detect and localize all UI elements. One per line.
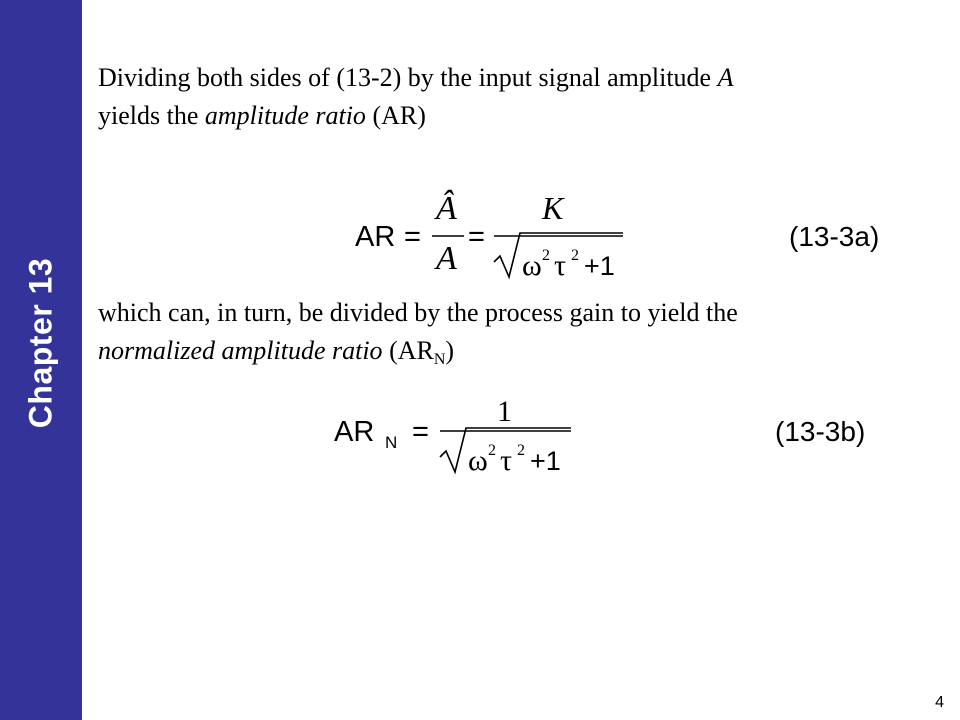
eq1-omega-exp: 2 [542,247,550,264]
page-number: 4 [935,694,944,711]
eq1-plus-one: +1 [584,251,615,281]
ar-subscript: N [433,351,446,368]
paragraph-normalized-text-2: (AR [382,336,434,365]
eq2-tau-exp: 2 [517,442,525,459]
eq1-number: (13-3a) [789,221,880,252]
eq1-tau-exp: 2 [571,247,579,264]
eq2-lhs: AR [334,416,375,448]
eq1-numerator-a-hat: Â [436,190,457,227]
eq1-tau: τ [554,249,567,282]
paragraph-intro-text-2: yields the [98,101,205,130]
paragraph-intro-text-3: (AR) [365,101,426,130]
eq1-denominator-a: A [436,240,457,277]
chapter-label: Chapter 13 [22,257,59,429]
eq2-lhs-subscript: N [385,433,398,452]
eq1-equals: = [404,221,421,253]
eq1-equals-2: = [468,221,485,253]
eq2-equals: = [412,416,429,448]
paragraph-intro-text: Dividing both sides of (13-2) by the input signal amplitude [98,63,718,92]
paragraph-normalized-text-3: ) [445,336,455,365]
eq1-numerator-k: K [542,190,564,226]
eq2-plus-one: +1 [530,446,561,476]
eq1-omega: ω [522,249,542,282]
eq1-lhs: AR [355,221,396,253]
paragraph-normalized-text: which can, in turn, be divided by the process gain to yield the [98,298,738,327]
amplitude-ratio-term: amplitude ratio [204,101,366,130]
eq2-omega: ω [468,444,488,477]
eq2-tau: τ [500,444,513,477]
eq2-omega-exp: 2 [488,442,496,459]
normalized-amplitude-ratio-term: normalized amplitude ratio [98,336,383,365]
eq2-number: (13-3b) [775,416,866,447]
variable-a: A [717,63,734,92]
eq2-numerator-one: 1 [497,395,512,428]
